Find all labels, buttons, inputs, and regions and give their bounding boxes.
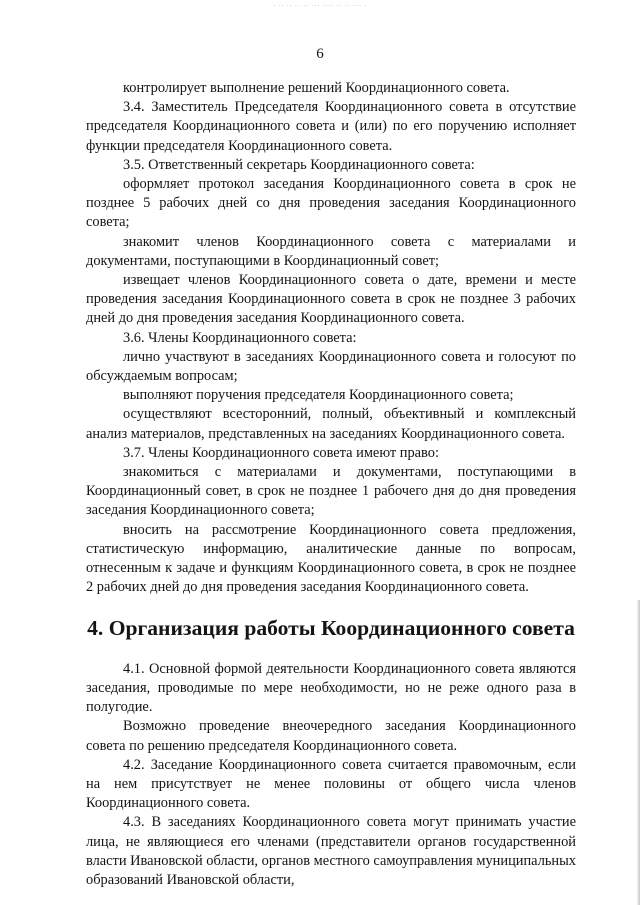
paragraph: вносить на рассмотрение Координационного совета предложения, статистическую информацию, аналитические данные по вопросам, отнесенным к задаче и функциям Координационного совета, в срок не позднее 2 рабочих дней до дня проведения заседания Координационного совета. xyxy=(86,521,576,596)
paragraph: выполняют поручения председателя Координационного совета; xyxy=(123,387,514,404)
paragraph: 4.2. Заседание Координационного совета считается правомочным, если на нем присутствует не менее половины от общего числа членов Координационного совета. xyxy=(86,756,576,812)
paragraph: 4.3. В заседаниях Координационного совета могут принимать участие лица, не являющиеся его членами (представители органов государственной власти Ивановской области, органов местного самоуправления муниципальных образований Ивановской области, xyxy=(86,814,576,888)
paragraph: знакомит членов Координационного совета с материалами и документами, поступающими в Координационный совет; xyxy=(86,233,576,269)
document-body xyxy=(86,79,576,890)
paragraph: 3.4. Заместитель Председателя Координационного совета в отсутствие председателя Координационного совета и (или) по его поручению исполняет функции председателя Координационного совета. xyxy=(86,99,576,154)
section-heading: 4. Организация работы Координационного совета xyxy=(87,616,575,641)
paragraph: 3.5. Ответственный секретарь Координационного совета: xyxy=(123,156,475,173)
scan-header-text: · ·· ·· ·· ·· ··· ···· ·· ·· ··· · xyxy=(273,2,367,10)
paragraph: осуществляют всесторонний, полный, объективный и комплексный анализ материалов, представленных на заседаниях Координационного совета. xyxy=(86,406,576,442)
paragraph: 4.1. Основной формой деятельности Координационного совета являются заседания, проводимые по мере необходимости, но не реже одного раза в полугодие. xyxy=(86,660,576,716)
paragraph: оформляет протокол заседания Координационного совета в срок не позднее 5 рабочих дней со дня проведения заседания Координационного совета; xyxy=(86,176,576,231)
paragraph: 3.7. Члены Координационного совета имеют право: xyxy=(123,444,439,461)
paragraph: 3.6. Члены Координационного совета: xyxy=(123,329,357,346)
paragraph: лично участвуют в заседаниях Координационного совета и голосуют по обсуждаемым вопросам; xyxy=(86,348,576,385)
paragraph: Возможно проведение внеочередного заседания Координационного совета по решению председателя Координационного совета. xyxy=(86,718,576,754)
page-number: 6 xyxy=(316,46,324,62)
paragraph: извещает членов Координационного совета о дате, времени и месте проведения заседания Координационного совета в срок не позднее 3 рабочих дней до дня проведения заседания Координационного совета. xyxy=(86,272,576,327)
paragraph: контролирует выполнение решений Координационного совета. xyxy=(123,80,510,96)
paragraph: знакомиться с материалами и документами, поступающими в Координационный совет, в срок не позднее 1 рабочего дня до дня проведения заседания Координационного совета; xyxy=(86,464,576,519)
